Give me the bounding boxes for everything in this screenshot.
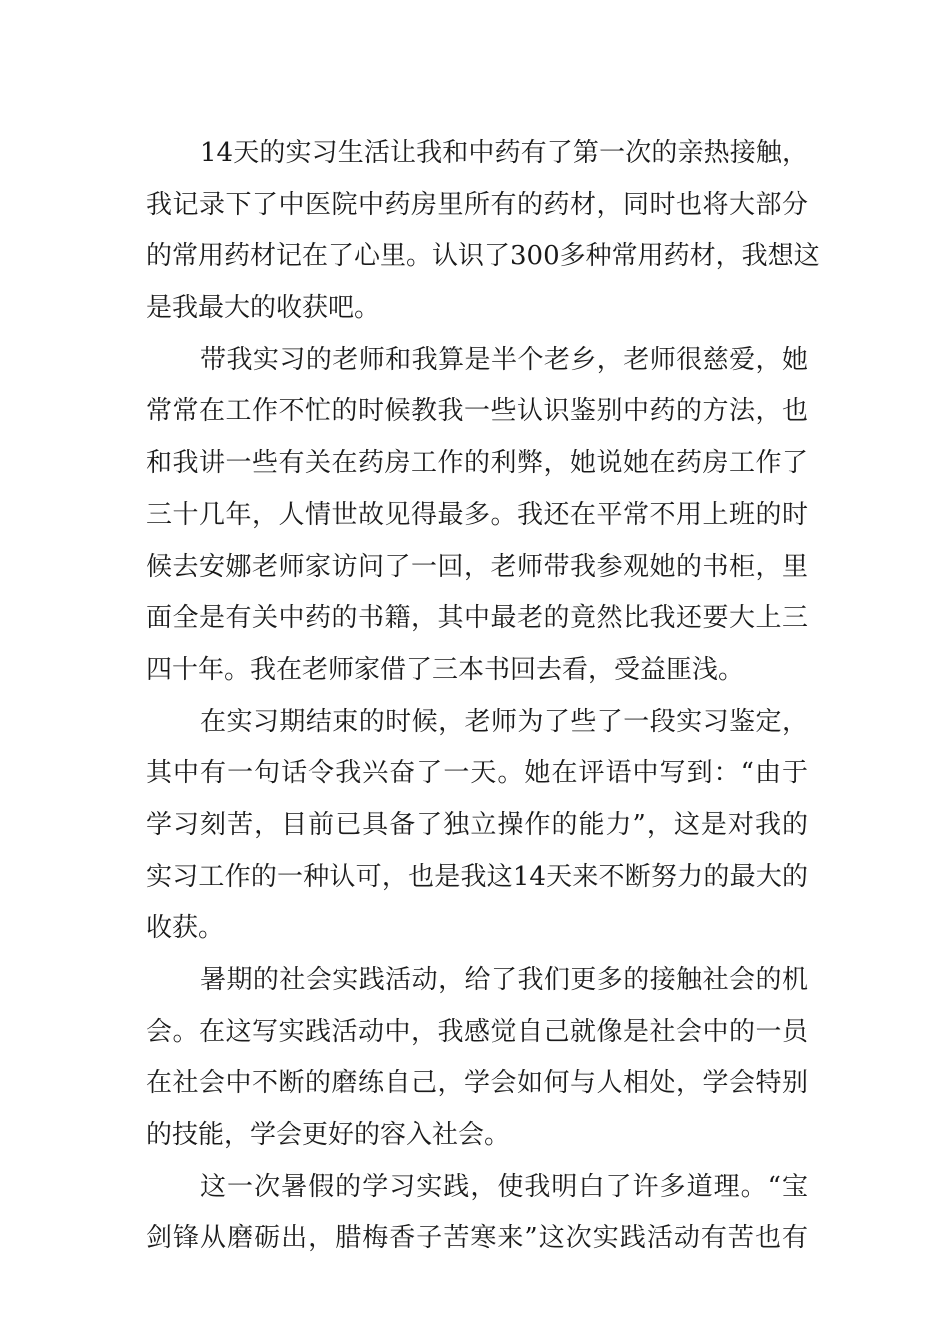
paragraph-4 <box>146 955 808 1162</box>
text-line: 剑锋从磨砺出，腊梅香子苦寒来”这次实践活动有苦也有 <box>146 1223 808 1254</box>
text-line: 在实习期结束的时候，老师为了些了一段实习鉴定， <box>200 706 808 737</box>
text-line: 四十年。我在老师家借了三本书回去看，受益匪浅。 <box>146 654 745 685</box>
document-body <box>146 128 820 1265</box>
text-line: 的常用药材记在了心里。认识了300多种常用药材，我想这 <box>146 241 820 272</box>
text-line: 暑期的社会实践活动，给了我们更多的接触社会的机 <box>200 965 808 995</box>
text-line: 和我讲一些有关在药房工作的利弊，她说她在药房工作了 <box>146 448 808 479</box>
text-line: 候去安娜老师家访问了一回，老师带我参观她的书柜，里 <box>146 551 808 582</box>
text-line: 带我实习的老师和我算是半个老乡，老师很慈爱，她 <box>200 344 808 375</box>
text-line: 我记录下了中医院中药房里所有的药材，同时也将大部分 <box>146 189 808 220</box>
text-line: 常常在工作不忙的时候教我一些认识鉴别中药的方法，也 <box>146 396 808 427</box>
text-line: 这一次暑假的学习实践，使我明白了许多道理。“宝 <box>200 1171 808 1202</box>
paragraph-5 <box>146 1162 808 1265</box>
text-line: 实习工作的一种认可，也是我这14天来不断努力的最大的 <box>146 861 808 892</box>
paragraph-2 <box>146 335 808 697</box>
text-line: 的技能，学会更好的容入社会。 <box>146 1120 511 1151</box>
paragraph-1 <box>146 128 820 335</box>
text-line: 是我最大的收获吧。 <box>146 293 381 324</box>
text-line: 其中有一句话令我兴奋了一天。她在评语中写到：“由于 <box>146 758 808 789</box>
text-line: 会。在这写实践活动中，我感觉自己就像是社会中的一员 <box>146 1016 808 1047</box>
text-line: 三十几年，人情世故见得最多。我还在平常不用上班的时 <box>146 499 808 530</box>
text-line: 收获。 <box>146 913 225 944</box>
paragraph-3 <box>146 697 808 955</box>
text-line: 在社会中不断的磨练自己，学会如何与人相处，学会特别 <box>146 1068 808 1099</box>
text-line: 学习刻苦，目前已具备了独立操作的能力”，这是对我的 <box>146 809 808 840</box>
text-line: 面全是有关中药的书籍，其中最老的竟然比我还要大上三 <box>146 603 808 634</box>
text-line: 14天的实习生活让我和中药有了第一次的亲热接触， <box>200 138 808 168</box>
